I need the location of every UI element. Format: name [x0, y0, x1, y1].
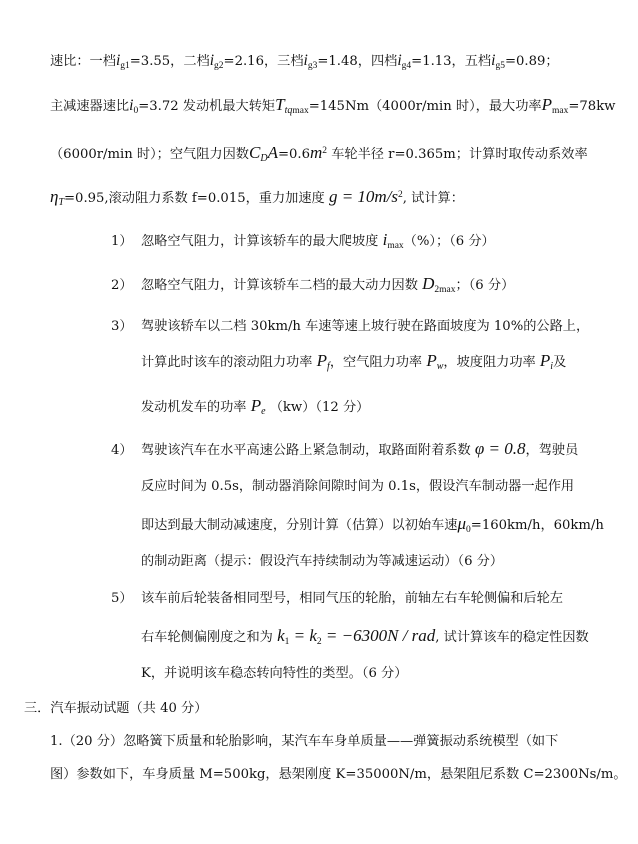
text: =78kw: [568, 99, 616, 114]
text: 的制动距离（提示：假设汽车持续制动为等减速运动）（6 分）: [141, 554, 504, 569]
sub: g5: [495, 61, 505, 71]
sub: [285, 106, 309, 116]
text: 发动机发车的功率: [141, 400, 247, 415]
sub: 0: [466, 525, 471, 535]
question-2: [111, 275, 514, 299]
question-4-line-1: [111, 440, 578, 460]
sub: g2: [214, 61, 224, 71]
math-unit: m/s: [374, 187, 399, 206]
text: （kw）（12 分）: [269, 400, 370, 415]
math-A: A: [267, 143, 278, 162]
text: =160km/h，60km/h: [470, 518, 604, 533]
math-P: P: [426, 351, 437, 370]
math-mu: μ: [457, 514, 467, 533]
sub: g1: [120, 61, 130, 71]
math-i: i: [397, 52, 402, 69]
sub: 0: [133, 106, 139, 116]
text: 反应时间为 0.5s，制动器消除间隙时间为 0.1s，假设汽车制动器一起作用: [141, 479, 575, 494]
text: =3.55，二档: [129, 54, 210, 69]
text: 驾驶该汽车在水平高速公路上紧急制动，取路面附着系数: [141, 443, 471, 458]
text: =2.16，三档: [223, 54, 304, 69]
sub-f: f: [327, 361, 330, 372]
math-i: i: [382, 230, 388, 249]
math-value: = −6300: [321, 626, 388, 645]
question-4-line-2: [141, 478, 574, 496]
text: ，空气阻力功率: [329, 355, 423, 370]
sub-w: w: [436, 361, 444, 372]
math-P: P: [316, 351, 328, 370]
question-5-line-1: [111, 590, 563, 608]
text: , 试计算：: [402, 191, 464, 206]
math-k: k: [277, 626, 285, 645]
text: 即达到最大制动减速度，分别计算（估算）以初始车速: [141, 518, 458, 533]
text: 主减速器速比: [50, 99, 130, 114]
sub: 2: [316, 637, 322, 647]
sub: g4: [401, 61, 412, 71]
math-i: i: [303, 52, 308, 69]
math-g: g = 10: [328, 187, 375, 206]
sub-e: e: [261, 406, 266, 417]
problem-1-line-1: 1.（20 分）忽略簧下质量和轮胎影响，某汽车车身单质量——弹簧振动系统模型（如下: [50, 734, 559, 749]
sub: max: [552, 106, 569, 116]
text: K，并说明该车稳态转向特性的类型。（6 分）: [141, 666, 408, 681]
sub-T: T: [58, 197, 64, 208]
question-1: [111, 231, 495, 255]
text: =0.95,滚动阻力系数 f=0.015，重力加速度: [64, 191, 325, 206]
math-k: = k: [289, 626, 317, 645]
text: =1.13，五档: [411, 54, 492, 69]
question-5-line-3: [141, 665, 407, 683]
math-D: D: [422, 274, 435, 293]
sub: 1: [284, 637, 290, 647]
text: 驾驶该轿车以二档 30km/h 车速等速上坡行驶在路面坡度为 10%的公路上，: [141, 319, 590, 334]
math-i: i: [491, 52, 496, 69]
math-P: P: [539, 351, 551, 370]
math-C: C: [249, 143, 261, 162]
text: ；（6 分）: [455, 278, 515, 293]
math-i: i: [209, 52, 215, 69]
question-3-line-3: [141, 397, 369, 421]
text: 及: [553, 355, 567, 370]
math-P: P: [541, 95, 552, 114]
gear-ratio-line: [50, 52, 559, 75]
sub-max: max: [292, 106, 309, 116]
efficiency-line: [50, 186, 464, 212]
final-drive-line: [50, 96, 615, 120]
sub: max: [387, 241, 404, 251]
text: 该车前后轮装备相同型号，相同气压的轮胎，前轴左右车轮侧偏和后轮左: [141, 591, 563, 606]
text: 忽略空气阻力，计算该轿车二档的最大动力因数: [141, 278, 418, 293]
math-i: i: [115, 52, 121, 69]
text: 忽略空气阻力，计算该轿车的最大爬坡度: [141, 234, 379, 249]
text: =0.89；: [504, 54, 559, 69]
text: 计算此时该车的滚动阻力功率: [141, 355, 313, 370]
text: （6000r/min 时）；空气阻力因数: [50, 147, 249, 162]
text: =145Nm（4000r/min 时），最大功率: [308, 99, 542, 114]
question-3-line-2: [141, 352, 566, 376]
text: , 试计算该车的稳定性因数: [435, 630, 589, 645]
question-4-line-3: [141, 515, 604, 539]
text: =0.6: [277, 147, 310, 162]
question-number: 1）: [111, 234, 133, 249]
text: ，驾驶员: [525, 443, 579, 458]
question-number: 4）: [111, 443, 133, 458]
question-number: 5）: [111, 591, 133, 606]
sub: g3: [307, 61, 318, 71]
math-m: m: [310, 143, 323, 162]
sub-i: i: [550, 361, 554, 372]
text: =1.48，四档: [317, 54, 398, 69]
math-phi: φ = 0.8: [474, 439, 526, 458]
question-number: 3）: [111, 319, 133, 334]
math-unit: N / rad: [387, 626, 436, 645]
math-i: i: [129, 97, 134, 114]
sup: 2: [398, 190, 403, 200]
text: ，坡度阻力功率: [443, 355, 536, 370]
text: 车轮半径 r=0.365m；计算时取传动系效率: [331, 147, 588, 162]
text: =3.72 发动机最大转矩: [138, 99, 276, 114]
question-3-line-1: [111, 318, 589, 336]
air-resistance-line: [50, 142, 588, 168]
question-5-line-2: [141, 627, 589, 651]
sub-tq: tq: [284, 105, 293, 116]
sup: 2: [322, 146, 328, 156]
sub-D: D: [260, 153, 268, 164]
section-heading: 三．汽车振动试题（共 40 分）: [24, 701, 208, 716]
text: 速比：一档: [50, 54, 116, 69]
text: （%）；（6 分）: [403, 234, 495, 249]
problem-1-line-2: 图）参数如下，车身质量 M=500kg，悬架刚度 K=35000N/m，悬架阻尼系数 C=2300Ns/m。: [50, 767, 627, 782]
question-number: 2）: [111, 278, 133, 293]
question-4-line-4: [141, 553, 503, 571]
sub: 2max: [434, 285, 456, 295]
math-eta: η: [50, 187, 59, 206]
math-P: P: [250, 396, 262, 415]
text: 右车轮侧偏刚度之和为: [141, 630, 273, 645]
math-T: T: [275, 95, 285, 114]
